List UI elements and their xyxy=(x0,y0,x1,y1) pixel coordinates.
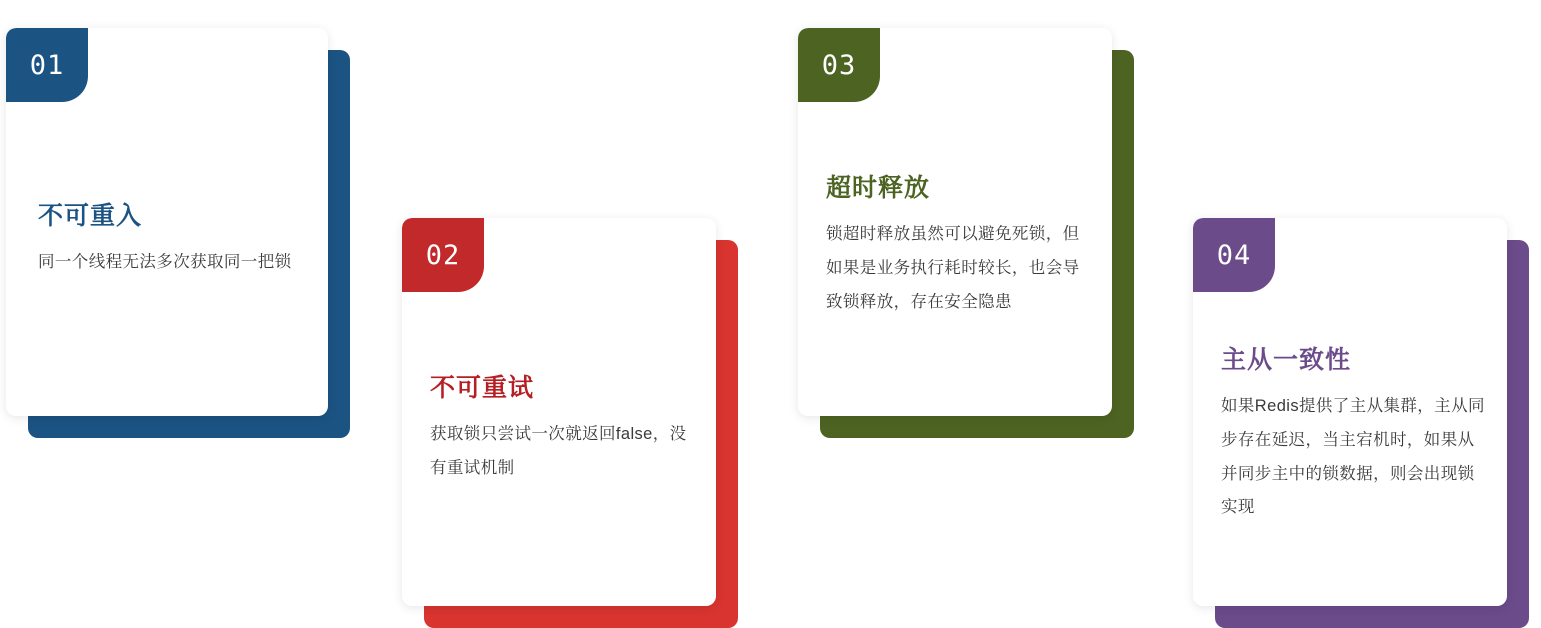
card-number-badge xyxy=(6,28,88,102)
card-text: 如果Redis提供了主从集群，主从同步存在延迟，当主宕机时，如果从并同步主中的锁数据，则会出现锁实现 xyxy=(1221,397,1485,517)
card-body xyxy=(430,368,690,486)
card-number: 01 xyxy=(29,49,65,81)
card-title: 主从一致性 xyxy=(1221,346,1352,374)
card-number-badge xyxy=(402,218,484,292)
card-surface[interactable] xyxy=(798,28,1112,416)
card-title: 不可重入 xyxy=(38,202,143,230)
card-title: 不可重试 xyxy=(430,374,535,402)
card-body xyxy=(826,168,1086,319)
card-number: 02 xyxy=(425,239,461,271)
card-surface[interactable] xyxy=(1193,218,1507,606)
card-surface[interactable] xyxy=(6,28,328,416)
card-body xyxy=(38,196,300,280)
card-body xyxy=(1221,340,1487,525)
card-surface[interactable] xyxy=(402,218,716,606)
card-number-badge xyxy=(1193,218,1275,292)
card-number-badge xyxy=(798,28,880,102)
card-number: 03 xyxy=(821,49,857,81)
card-text: 获取锁只尝试一次就返回false，没有重试机制 xyxy=(430,425,687,477)
card-title: 超时释放 xyxy=(826,174,931,202)
card-text: 锁超时释放虽然可以避免死锁，但如果是业务执行耗时较长，也会导致锁释放，存在安全隐患 xyxy=(826,225,1080,311)
card-text: 同一个线程无法多次获取同一把锁 xyxy=(38,253,292,271)
card-number: 04 xyxy=(1216,239,1252,271)
